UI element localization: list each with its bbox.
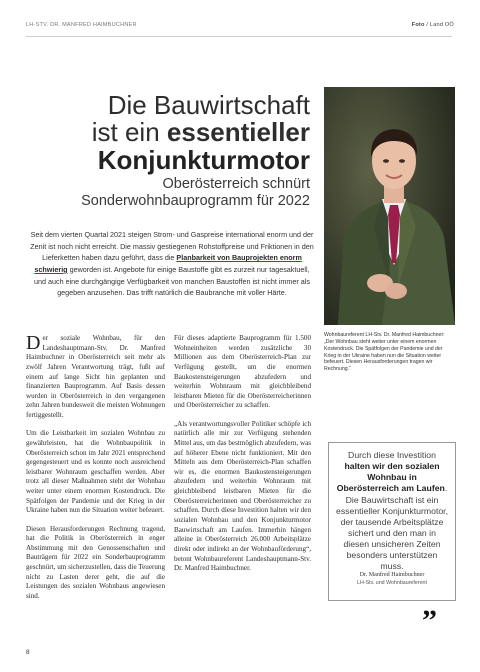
- lead-highlight: Planbarkeit von Bauprojekten enorm schwierig: [34, 253, 302, 274]
- pull-quote-text: [335, 450, 449, 572]
- header-credit-source: / Land OÖ: [424, 22, 454, 28]
- body-column-1: [26, 334, 165, 610]
- header-section-label: LH-STV. DR. MANFRED HAIMBUCHNER: [26, 22, 137, 28]
- body-column-2: [174, 334, 311, 582]
- lead-text-2: geworden ist. Angebote für einige Baustoffe gibt es zurzeit nur tagesaktuell, und auch eine durchgängige Verfügbarkeit von manchen Baustoffen ist nicht immer als gegeben anzusehen. Das trifft natürlich die Baubranche mit voller Härte.: [34, 264, 310, 298]
- lead-text-1: Seit dem vierten Quartal 2021 steigen Strom- und Gaspreise international enorm und der Zenit ist noch nicht erreicht. Die massiv gestiegenen Rohstoffpreise und Friktionen in den Lieferketten haben dazu geführt, dass die: [30, 230, 314, 263]
- quote-plain-2: . Die Bauwirtschaft ist ein essentieller Konjunkturmotor, der tausende Arbeitsplätze sichert und den man in diesen unsicheren Zeiten besonders unterstützen muss.: [335, 483, 449, 572]
- article-subtitle: [60, 176, 310, 209]
- quote-bold: halten wir den sozialen Wohnbau in Oberösterreich am Laufen: [336, 461, 445, 494]
- drop-cap: D: [26, 332, 41, 354]
- title-line-1: Die Bauwirtschaft: [107, 90, 310, 120]
- lead-paragraph: [30, 229, 314, 299]
- body-paragraph-text: er soziale Wohnbau, für den Landeshauptmann-Stv. Dr. Manfred Haimbuchner in Oberösterreich seit mehr als zwölf Jahren Verantwortung trägt, fußt auf einem auf lange Sicht hin geplanten und finanzierten Bauprogramm. Auf Basis dessen wurden in Oberösterreich in den vergangenen zehn Jahren bundesweit die meisten Wohnungen fertiggestellt.: [26, 334, 165, 420]
- body-paragraph: Um die Leistbarkeit im sozialen Wohnbau zu gewährleisten, hat die Wohnbaupolitik in Oberösterreich schon im Jahr 2021 entsprechend gegengesteuert und es konnte noch ausreichend leistbarer Wohnraum geschaffen werden. Aber trotz all dieser Maßnahmen steht der Wohnbau weiter unter einem enormen Kostendruck. Die Spätfolgen der Pandemie und der Krieg in der Ukraine haben nun die Situation weiter befeuert.: [26, 429, 165, 515]
- quote-author-name: Dr. Manfred Haimbuchner: [359, 572, 425, 578]
- pull-quote-box: [328, 442, 456, 601]
- title-line-2: [40, 119, 310, 146]
- title-line-2-plain: ist ein: [91, 117, 167, 148]
- portrait-photo: [324, 87, 455, 325]
- title-line-2-bold: essentieller: [166, 117, 310, 148]
- closing-quote-mark-icon: ”: [422, 604, 437, 637]
- body-paragraph: „Als verantwortungsvoller Politiker schöpfe ich natürlich alle mir zur Verfügung stehenden Mittel aus, um das bestmöglich abzufedern, was auf höherer Ebene nicht funktioniert. Mit den Mitteln aus dem Oberösterreich-Plan schaffen wir es, die enormen Baukostensteigerungen abzufedern und weiterhin Wohnraum mit gleichbleibend leistbaren Mieten für die Oberösterreicherinnen und Oberösterreicher zu schaffen. Durch diese Investition halten wir den sozialen Wohnbau und den Konjunkturmotor Bauwirtschaft am Laufen. Immerhin hängen alleine in Oberösterreich 26.000 Arbeitsplätze direkt oder indirekt an der Wohnbauförderung“, betont Wohnbaureferent Landeshauptmann-Stv. Dr. Manfred Haimbuchner.: [174, 419, 311, 573]
- portrait-illustration: [324, 87, 455, 325]
- quote-author-role: LH-Stv. und Wohnbaureferent: [357, 579, 427, 586]
- article-title: [40, 92, 310, 174]
- title-line-3: Konjunkturmotor: [97, 144, 310, 175]
- header-divider: [26, 36, 452, 37]
- page-number: 8: [26, 649, 30, 656]
- header-credit-label: Foto: [411, 22, 425, 28]
- quote-plain-1: Durch diese Investition: [348, 450, 436, 460]
- body-paragraph: [26, 334, 165, 421]
- photo-caption: Wohnbaureferent LH-Stv. Dr. Manfred Haimbuchner: „Der Wohnbau steht weiter unter einem enormen Kostendruck. Die Spätfolgen der Pandemie und der Krieg in der Ukraine haben nun die Situation weiter befeuert. Diesen Herausforderungen tragen wir Rechnung.“: [324, 332, 445, 373]
- pull-quote-attribution: [329, 572, 455, 587]
- body-paragraph: Diesen Herausforderungen Rechnung tragend, hat die Politik in Oberösterreich in enger Abstimmung mit den Genossenschaften und Bauträgern für 2022 ein Sonderbauprogramm geschnürt, um sicherzustellen, dass die Teuerung nicht zu Lasten derer geht, die auf die Leistungen des sozialen Wohnbaus angewiesen sind.: [26, 524, 165, 601]
- header-photo-credit: [412, 22, 454, 28]
- subtitle-line-1: Oberösterreich schnürt: [162, 176, 310, 192]
- body-paragraph: Für dieses adaptierte Bauprogramm für 1.500 Wohneinheiten werden zusätzliche 30 Millionen aus dem Oberösterreich-Plan zur Verfügung gestellt, um die enormen Baukostensteigerungen abzufedern und weiterhin Wohnraum mit gleichbleibend leistbaren Mieten für die Oberösterreicherinnen und Oberösterreicher zu schaffen.: [174, 334, 311, 410]
- subtitle-line-2: Sonderwohnbauprogramm für 2022: [81, 192, 310, 209]
